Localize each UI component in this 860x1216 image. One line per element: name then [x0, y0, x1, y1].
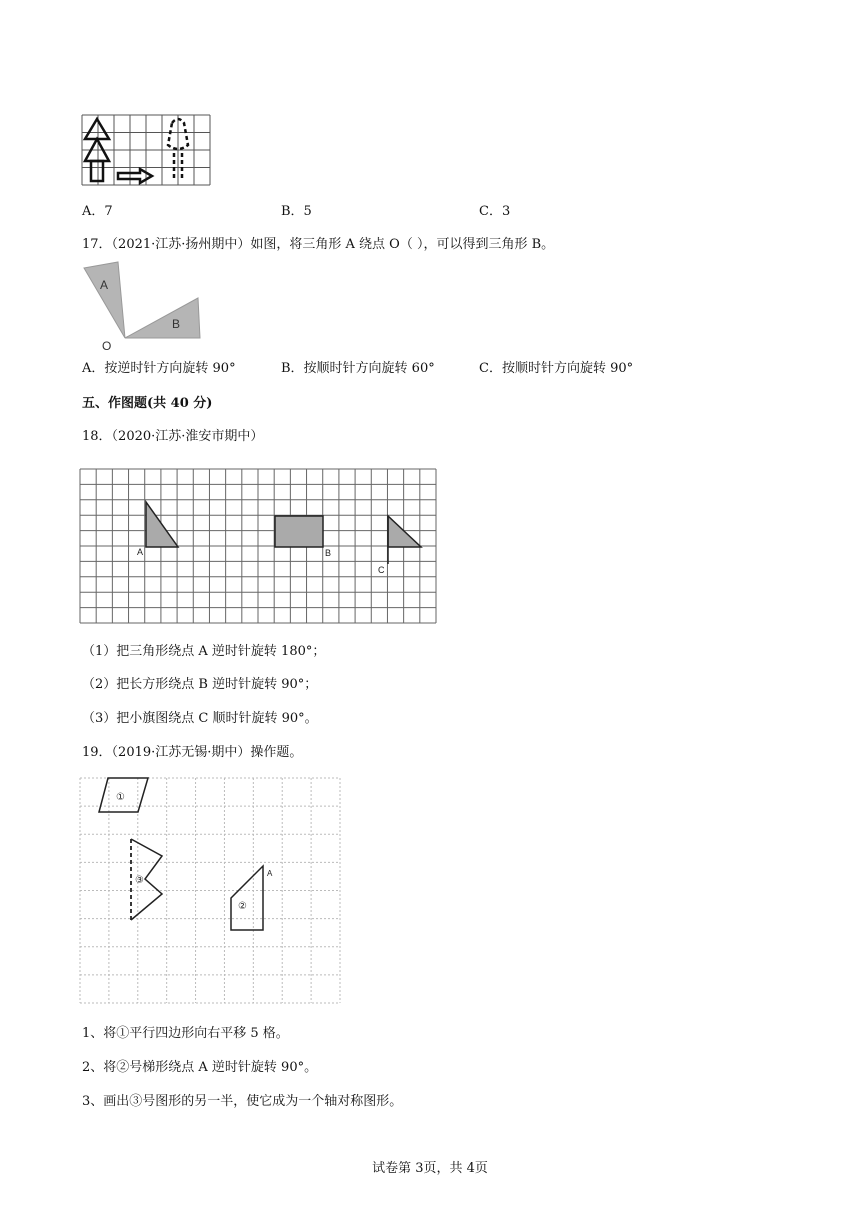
q17-label-b: B: [172, 317, 181, 331]
q19-figure: [80, 778, 342, 1004]
q18-stem: 18．（2020·江苏·淮安市期中）: [82, 429, 264, 444]
q18-figure: [80, 469, 440, 625]
q17-option-c[interactable]: C．按顺时针方向旋转 90°: [479, 361, 634, 376]
q19-item-1: 1、将①平行四边形向右平移 5 格。: [82, 1026, 289, 1041]
q17-option-b[interactable]: B．按顺时针方向旋转 60°: [281, 361, 435, 376]
q16-option-b[interactable]: B．5: [281, 204, 312, 219]
page-footer: 试卷第 3页，共 4页: [372, 1161, 488, 1176]
q18-item-1: （1）把三角形绕点 A 逆时针旋转 180°；: [82, 644, 326, 659]
q17-figure: [82, 262, 222, 354]
q17-label-a: A: [100, 278, 109, 292]
q16-option-c[interactable]: C．3: [479, 204, 511, 219]
q17-stem: 17．（2021·江苏·扬州期中）如图，将三角形 A 绕点 O（ ），可以得到三角形 B。: [82, 237, 555, 252]
q17-label-o: O: [102, 339, 112, 353]
q19-label-a: A: [267, 869, 273, 878]
section-title: 五、作图题(共 40 分): [82, 396, 213, 411]
q18-label-c: C: [378, 565, 385, 575]
q16-figure: [82, 115, 212, 187]
q19-item-3: 3、画出③号图形的另一半，使它成为一个轴对称图形。: [82, 1094, 403, 1109]
q16-option-a[interactable]: A．7: [82, 204, 113, 219]
q19-label-1: ①: [116, 792, 125, 803]
q19-item-2: 2、将②号梯形绕点 A 逆时针旋转 90°。: [82, 1060, 318, 1075]
q18-item-2: （2）把长方形绕点 B 逆时针旋转 90°；: [82, 677, 318, 692]
q18-label-b: B: [325, 548, 332, 558]
q18-label-a: A: [137, 547, 144, 557]
q19-stem: 19．（2019·江苏无锡·期中）操作题。: [82, 745, 303, 760]
q17-option-a[interactable]: A．按逆时针方向旋转 90°: [82, 361, 236, 376]
q18-item-3: （3）把小旗图绕点 C 顺时针旋转 90°。: [82, 711, 318, 726]
q19-label-2: ②: [238, 901, 247, 912]
q19-label-3: ③: [135, 875, 144, 886]
